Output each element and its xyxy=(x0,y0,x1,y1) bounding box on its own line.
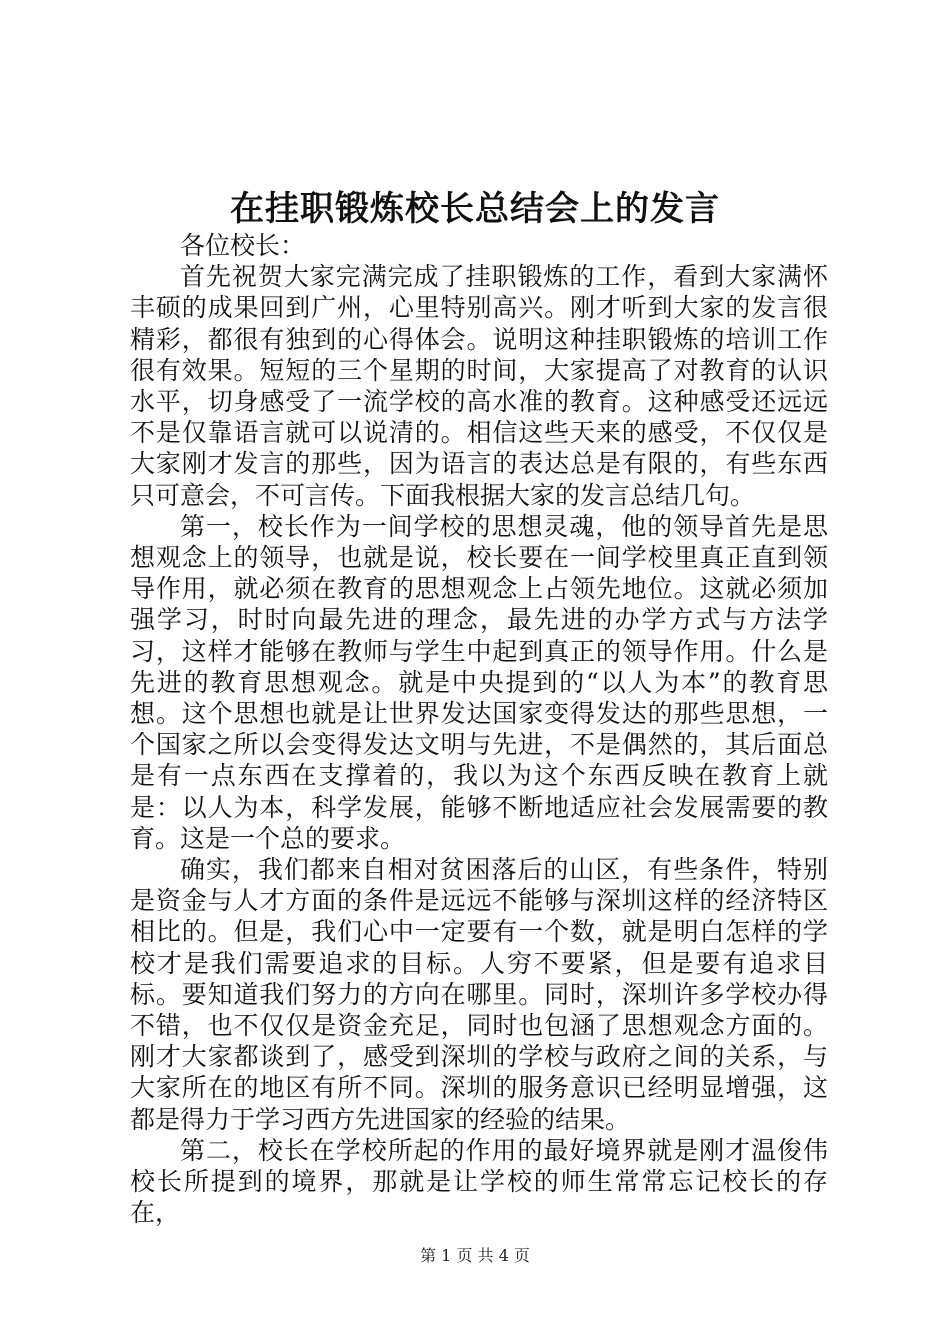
paragraph-second-point: 第二，校长在学校所起的作用的最好境界就是刚才温俊伟校长所提到的境界，那就是让学校的师生常常忘记校长的存在， xyxy=(130,1135,828,1228)
document-title: 在挂职锻炼校长总结会上的发言 xyxy=(230,189,720,229)
paragraph-conditions: 确实，我们都来自相对贫困落后的山区，有些条件，特别是资金与人才方面的条件是远远不能够与深圳这样的经济特区相比的。但是，我们心中一定要有一个数，就是明白怎样的学校才是我们需要追求的目标。人穷不要紧，但是要有追求目标。要知道我们努力的方向在哪里。同时，深圳许多学校办得不错，也不仅仅是资金充足，同时也包涵了思想观念方面的。刚才大家都谈到了，感受到深圳的学校与政府之间的关系，与大家所在的地区有所不同。深圳的服务意识已经明显增强，这都是得力于学习西方先进国家的经验的结果。 xyxy=(130,855,828,1134)
salutation: 各位校长： xyxy=(180,231,306,260)
document-body xyxy=(130,230,828,1229)
page-footer: 第 1 页 共 4 页 xyxy=(420,1246,530,1265)
paragraph-first-point: 第一，校长作为一间学校的思想灵魂，他的领导首先是思想观念上的领导，也就是说，校长要在一间学校里真正直到领导作用，就必须在教育的思想观念上占领先地位。这就必须加强学习，时时向最先进的理念，最先进的办学方式与方法学习，这样才能够在教师与学生中起到真正的领导作用。什么是先进的教育思想观念。就是中央提到的“以人为本”的教育思想。这个思想也就是让世界发达国家变得发达的那些思想，一个国家之所以会变得发达文明与先进，不是偶然的，其后面总是有一点东西在支撑着的，我以为这个东西反映在教育上就是：以人为本，科学发展，能够不断地适应社会发展需要的教育。这是一个总的要求。 xyxy=(130,511,828,853)
paragraph-intro: 首先祝贺大家完满完成了挂职锻炼的工作，看到大家满怀丰硕的成果回到广州，心里特别高兴。刚才听到大家的发言很精彩，都很有独到的心得体会。说明这种挂职锻炼的培训工作很有效果。短短的三个星期的时间，大家提高了对教育的认识水平，切身感受了一流学校的高水准的教育。这种感受还远远不是仅靠语言就可以说清的。相信这些天来的感受，不仅仅是大家刚才发言的那些，因为语言的表达总是有限的，有些东西只可意会，不可言传。下面我根据大家的发言总结几句。 xyxy=(130,262,828,510)
